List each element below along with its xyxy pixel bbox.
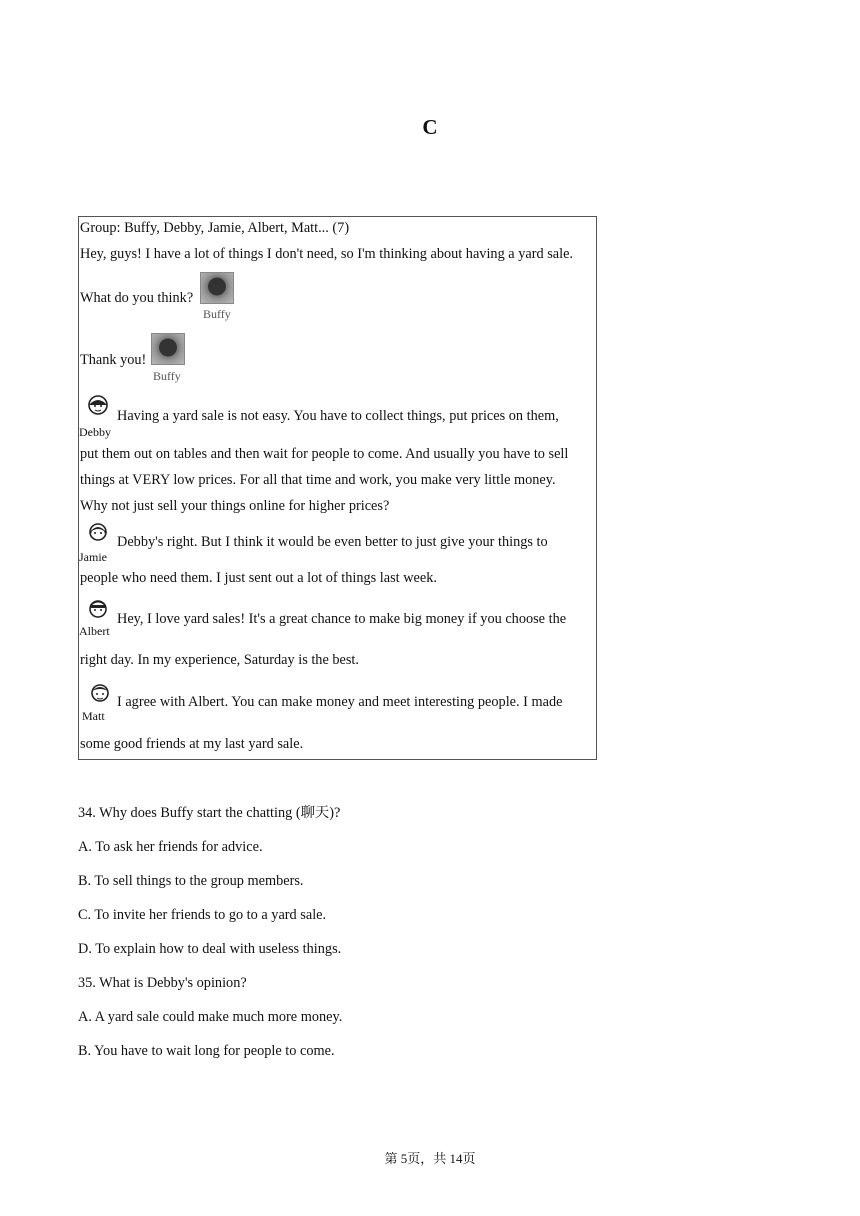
buffy-avatar-image-2 <box>151 333 185 365</box>
albert-line-2: right day. In my experience, Saturday is the best. <box>80 652 359 668</box>
debby-line-1: Having a yard sale is not easy. You have to collect things, put prices on them, <box>117 408 559 424</box>
jamie-name: Jamie <box>79 550 107 564</box>
matt-name: Matt <box>82 709 105 723</box>
question-35-option-a: A. A yard sale could make much more money. <box>78 1009 343 1025</box>
matt-line-1: I agree with Albert. You can make money and meet interesting people. I made <box>117 694 563 710</box>
page-footer: 第 5页，共 14页 <box>384 1151 476 1166</box>
debby-line-3: things at VERY low prices. For all that time and work, you make very little money. <box>80 472 556 488</box>
group-chat-box <box>78 216 597 760</box>
jamie-line-2: people who need them. I just sent out a lot of things last week. <box>80 570 437 586</box>
debby-name: Debby <box>79 425 111 439</box>
question-34-option-c: C. To invite her friends to go to a yard sale. <box>78 907 327 923</box>
buffy-message-3: Thank you! <box>80 352 147 368</box>
question-35-stem: 35. What is Debby's opinion? <box>78 975 247 991</box>
debby-line-2: put them out on tables and then wait for people to come. And usually you have to sell <box>80 446 569 462</box>
question-34-option-d: D. To explain how to deal with useless things. <box>78 941 342 957</box>
buffy-avatar-label: Buffy <box>203 307 231 321</box>
albert-line-1: Hey, I love yard sales! It's a great chance to make big money if you choose the <box>117 611 567 627</box>
matt-line-2: some good friends at my last yard sale. <box>80 736 304 752</box>
albert-name: Albert <box>79 624 110 638</box>
question-35-option-b: B. You have to wait long for people to come. <box>78 1043 335 1059</box>
group-header: Group: Buffy, Debby, Jamie, Albert, Matt... (7) <box>80 220 350 236</box>
buffy-message-2: What do you think? <box>80 290 194 306</box>
buffy-avatar-label-2: Buffy <box>153 369 181 383</box>
question-34-stem: 34. Why does Buffy start the chatting (聊天)? <box>78 805 341 821</box>
buffy-avatar-image <box>200 272 234 304</box>
question-34-option-a: A. To ask her friends for advice. <box>78 839 263 855</box>
buffy-message-1: Hey, guys! I have a lot of things I don't need, so I'm thinking about having a yard sale. <box>80 246 573 262</box>
jamie-line-1: Debby's right. But I think it would be even better to just give your things to <box>117 534 548 550</box>
question-34-option-b: B. To sell things to the group members. <box>78 873 304 889</box>
debby-line-4: Why not just sell your things online for higher prices? <box>80 498 390 514</box>
section-letter: C <box>422 115 438 139</box>
